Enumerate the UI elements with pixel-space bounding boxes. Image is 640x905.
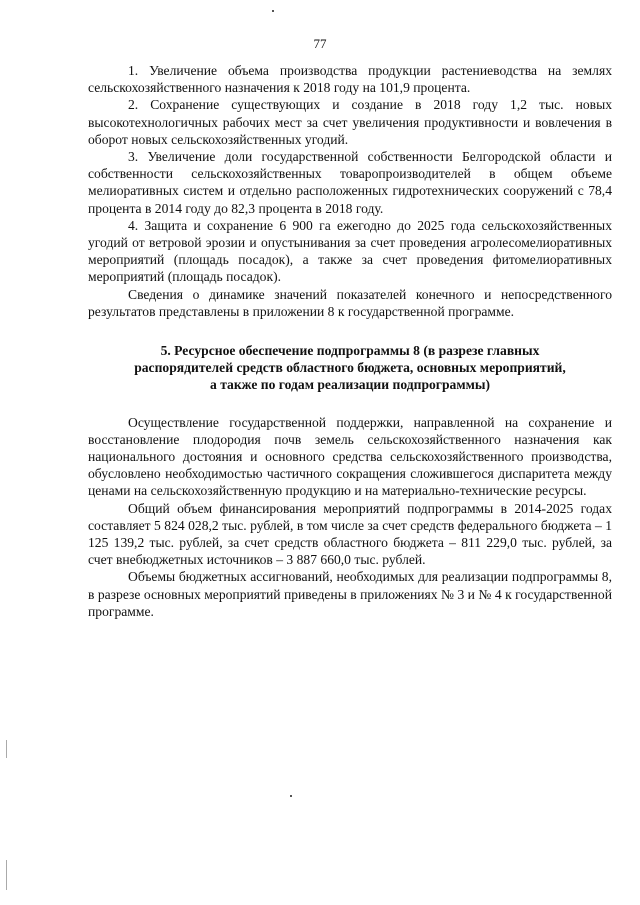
list-item: 2. Сохранение существующих и создание в 2018 году 1,2 тыс. новых высокотехнологичных рабочих мест за счет увеличения продуктивности и вовлечения в оборот новых сельскохозяйственных угодий. — [88, 97, 612, 147]
list-item: 3. Увеличение доли государственной собственности Белгородской области и собственности сельскохозяйственных товаропроизводителей в общем объеме мелиоративных систем и отдельно расположенных гидротехнических сооружений с 78,4 процента в 2014 году до 82,3 процента в 2018 году. — [88, 149, 612, 216]
section-paragraph: Объемы бюджетных ассигнований, необходимых для реализации подпрограммы 8, в разрезе основных мероприятий приведены в приложениях № 3 и № 4 к государственной программе. — [88, 569, 612, 619]
scan-edge-mark — [6, 860, 7, 890]
scan-speck — [290, 795, 292, 797]
section-paragraph: Общий объем финансирования мероприятий подпрограммы в 2014-2025 годах составляет 5 824 028,2 тыс. рублей, в том числе за счет средств федерального бюджета – 1 125 139,2 тыс. рублей, за счет средств областного бюджета – 811 229,0 тыс. рублей, за счет внебюджетных источников – 3 887 660,0 тыс. рублей. — [88, 500, 612, 568]
section-heading — [88, 342, 612, 394]
scan-speck — [272, 10, 274, 12]
section-paragraph: Осуществление государственной поддержки, направленной на сохранение и восстановление плодородия почв земель сельскохозяйственного назначения как национального достояния и основного средства сельскохозяйственного производства, обусловлено необходимостью частичного сокращения сложившегося диспаритета между ценами на сельскохозяйственную продукцию и на материально-технические ресурсы. — [88, 414, 612, 499]
scan-edge-mark — [6, 740, 7, 758]
section-heading-line: а также по годам реализации подпрограммы) — [210, 377, 490, 393]
results-note: Сведения о динамике значений показателей конечного и непосредственного результатов представлены в приложении 8 к государственной программе. — [88, 286, 612, 319]
list-item: 4. Защита и сохранение 6 900 га ежегодно до 2025 года сельскохозяйственных угодий от ветровой эрозии и опустынивания за счет проведения агролесомелиоративных мероприятий (площадь посадок), а также за счет проведения фитомелиоративных мероприятий (площадь посадок). — [88, 217, 612, 285]
section-heading-line: распорядителей средств областного бюджета, основных мероприятий, — [134, 360, 566, 376]
page-body — [88, 62, 612, 620]
page-number: 77 — [313, 36, 327, 51]
section-heading-line: 5. Ресурсное обеспечение подпрограммы 8 (в разрезе главных — [160, 343, 540, 359]
list-item: 1. Увеличение объема производства продукции растениеводства на землях сельскохозяйственного назначения к 2018 году на 101,9 процента. — [88, 63, 612, 96]
